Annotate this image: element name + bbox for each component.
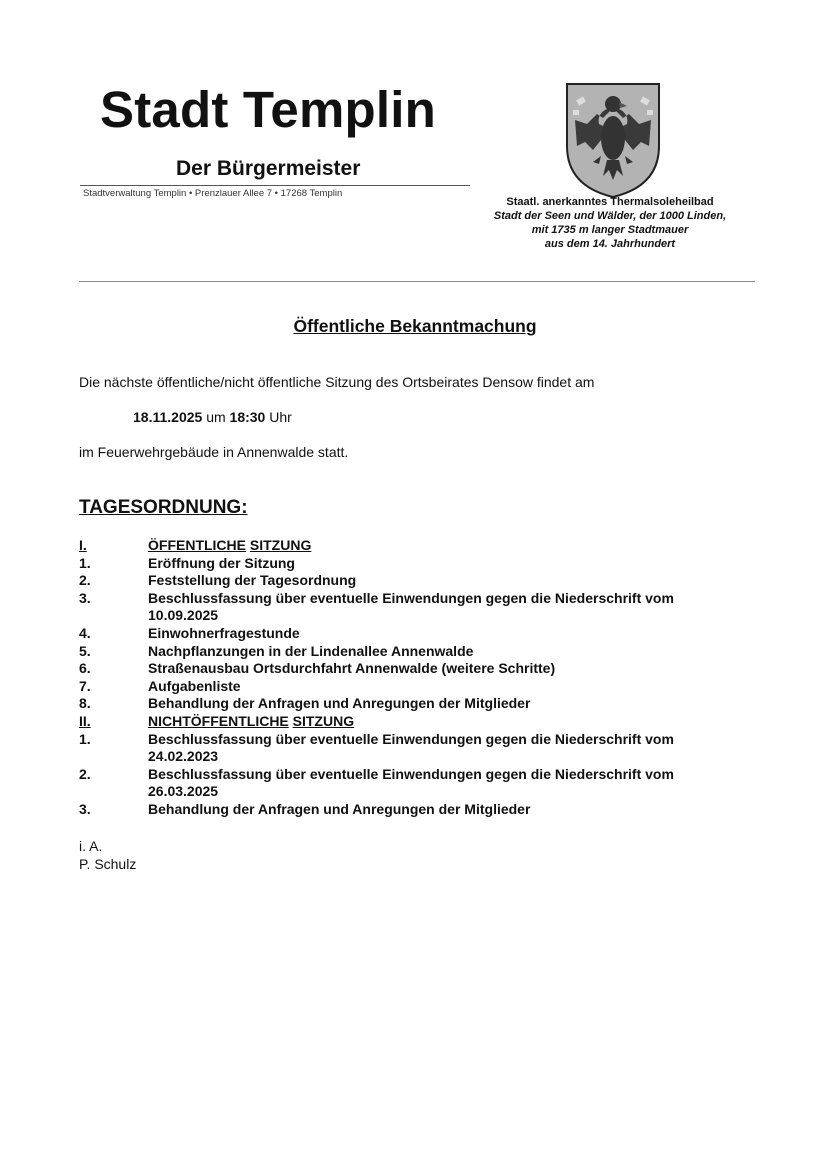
item-number: 8. [79,695,91,712]
item-number: 3. [79,800,91,817]
city-title: Stadt Templin [100,81,436,138]
tagline-line: aus dem 14. Jahrhundert [544,238,676,250]
section-label: SITZUNG [249,537,312,553]
item-text: Beschlussfassung über eventuelle Einwendungen gegen die Niederschrift vom [148,765,674,782]
item-text: Beschlussfassung über eventuelle Einwendungen gegen die Niederschrift vom [148,589,674,606]
tagline-line: Stadt der Seen und Wälder, der 1000 Linden, [493,210,727,222]
item-text: Feststellung der Tagesordnung [148,572,357,589]
tagline-line: Staatl. anerkanntes Thermalsoleheilbad [506,196,714,208]
agenda-item [79,678,759,696]
coat-of-arms-icon [563,80,663,200]
meeting-um: um [206,409,226,425]
meeting-date: 18.11.2025 [133,409,203,425]
item-text: Straßenausbau Ortsdurchfahrt Annenwalde (weitere Schritte) [148,660,556,677]
signature-block [79,838,136,873]
header-divider [79,281,755,282]
item-text: Beschlussfassung über eventuelle Einwendungen gegen die Niederschrift vom [148,730,674,747]
section-label: SITZUNG [292,712,355,729]
meeting-datetime [133,409,292,425]
agenda-item [79,555,759,573]
section-label: NICHTÖFFENTLICHE [148,712,289,729]
item-number: 2. [79,765,91,782]
item-number: 5. [79,642,91,659]
section-label: ÖFFENTLICHE [148,537,246,553]
section-number: II. [79,712,91,729]
agenda-item [79,643,759,661]
item-text: Behandlung der Anfragen und Anregungen der Mitglieder [148,800,531,817]
meeting-location: im Feuerwehrgebäude in Annenwalde statt. [79,444,349,460]
item-text: Eröffnung der Sitzung [148,554,295,571]
address-line: Stadtverwaltung Templin • Prenzlauer Allee 7 • 17268 Templin [83,188,343,199]
city-tagline [470,195,750,251]
agenda-item [79,625,759,643]
item-number: 1. [79,730,91,747]
item-number: 1. [79,554,91,571]
item-text-date: 26.03.2025 [148,783,219,800]
item-text: Einwohnerfragestunde [148,624,300,641]
signature-name: P. Schulz [79,855,137,872]
tagline-line: mit 1735 m langer Stadtmauer [531,224,689,236]
address-divider [80,185,470,186]
agenda-section-nonpublic [79,713,759,731]
item-number: 2. [79,572,91,589]
item-number: 6. [79,660,91,677]
agenda-item [79,695,759,713]
agenda-item [79,572,759,590]
signature-line: i. A. [79,838,103,854]
agenda-list [79,537,759,819]
item-text: Nachpflanzungen in der Lindenallee Annenwalde [148,642,474,659]
meeting-time: 18:30 [229,409,266,425]
item-number: 4. [79,624,91,641]
agenda-item [79,766,759,801]
notice-title: Öffentliche Bekanntmachung [293,316,537,336]
agenda-heading: TAGESORDNUNG: [79,497,248,518]
section-number: I. [79,537,87,553]
item-text-date: 10.09.2025 [148,607,219,624]
agenda-item [79,660,759,678]
agenda-item [79,801,759,819]
notice-intro: Die nächste öffentliche/nicht öffentliche Sitzung des Ortsbeirates Densow findet am [79,374,595,390]
item-text-date: 24.02.2023 [148,748,219,765]
item-text: Aufgabenliste [148,677,241,694]
item-text: Behandlung der Anfragen und Anregungen der Mitglieder [148,695,531,712]
agenda-section-public [79,537,759,555]
agenda-item [79,590,759,625]
mayor-subtitle: Der Bürgermeister [176,157,361,180]
meeting-uhr: Uhr [269,409,292,425]
item-number: 7. [79,677,91,694]
item-number: 3. [79,589,91,606]
agenda-item [79,731,759,766]
